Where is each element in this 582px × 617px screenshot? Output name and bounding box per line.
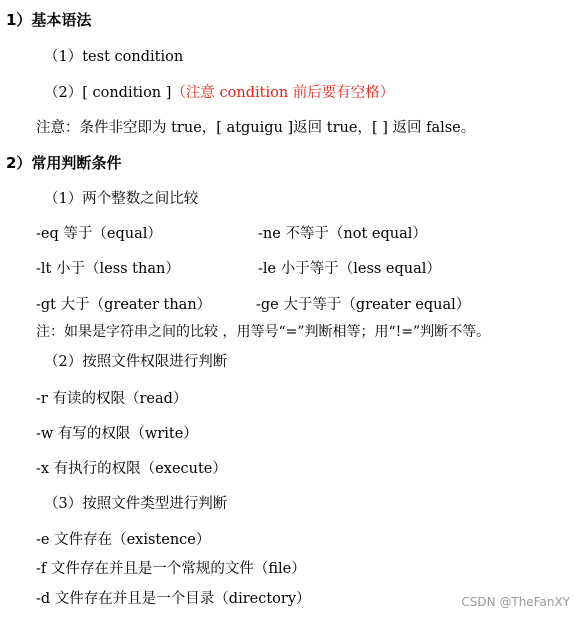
permission-item-x: -x 有执行的权限（execute） [36,461,227,477]
file-type-item-d: -d 文件存在并且是一个目录（directory） [36,591,311,607]
syntax-item-2 [44,83,394,103]
compare-le: -le 小于等于（less equal） [258,261,441,277]
compare-ne: -ne 不等于（not equal） [258,226,427,242]
csdn-watermark: CSDN @TheFanXY [461,595,570,609]
syntax-note: 注意：条件非空即为 true，[ atguigu ]返回 true，[ ] 返回 false。 [36,120,476,136]
syntax-item-1: （1）test condition [44,49,184,65]
section1-heading: 1）基本语法 [6,11,92,29]
integer-compare-title: （1）两个整数之间比较 [44,191,199,207]
syntax-item-2-note: （注意 condition 前后要有空格） [171,85,395,101]
compare-eq: -eq 等于（equal） [36,226,162,242]
compare-gt: -gt 大于（greater than） [36,297,212,313]
permission-item-r: -r 有读的权限（read） [36,391,188,407]
compare-ge: -ge 大于等于（greater equal） [256,297,471,313]
permission-title: （2）按照文件权限进行判断 [44,354,228,370]
compare-row [36,295,211,315]
file-type-item-e: -e 文件存在（existence） [36,532,211,548]
file-type-item-f: -f 文件存在并且是一个常规的文件（file） [36,561,306,577]
compare-row [36,259,180,279]
file-type-title: （3）按照文件类型进行判断 [44,496,228,512]
compare-lt: -lt 小于（less than） [36,261,180,277]
permission-item-w: -w 有写的权限（write） [36,426,198,442]
string-compare-note: 注：如果是字符串之间的比较 ，用等号“=”判断相等；用“!=”判断不等。 [36,324,491,340]
section2-heading: 2）常用判断条件 [6,154,122,172]
compare-row [36,224,162,244]
syntax-item-2-text: （2）[ condition ] [44,85,172,101]
